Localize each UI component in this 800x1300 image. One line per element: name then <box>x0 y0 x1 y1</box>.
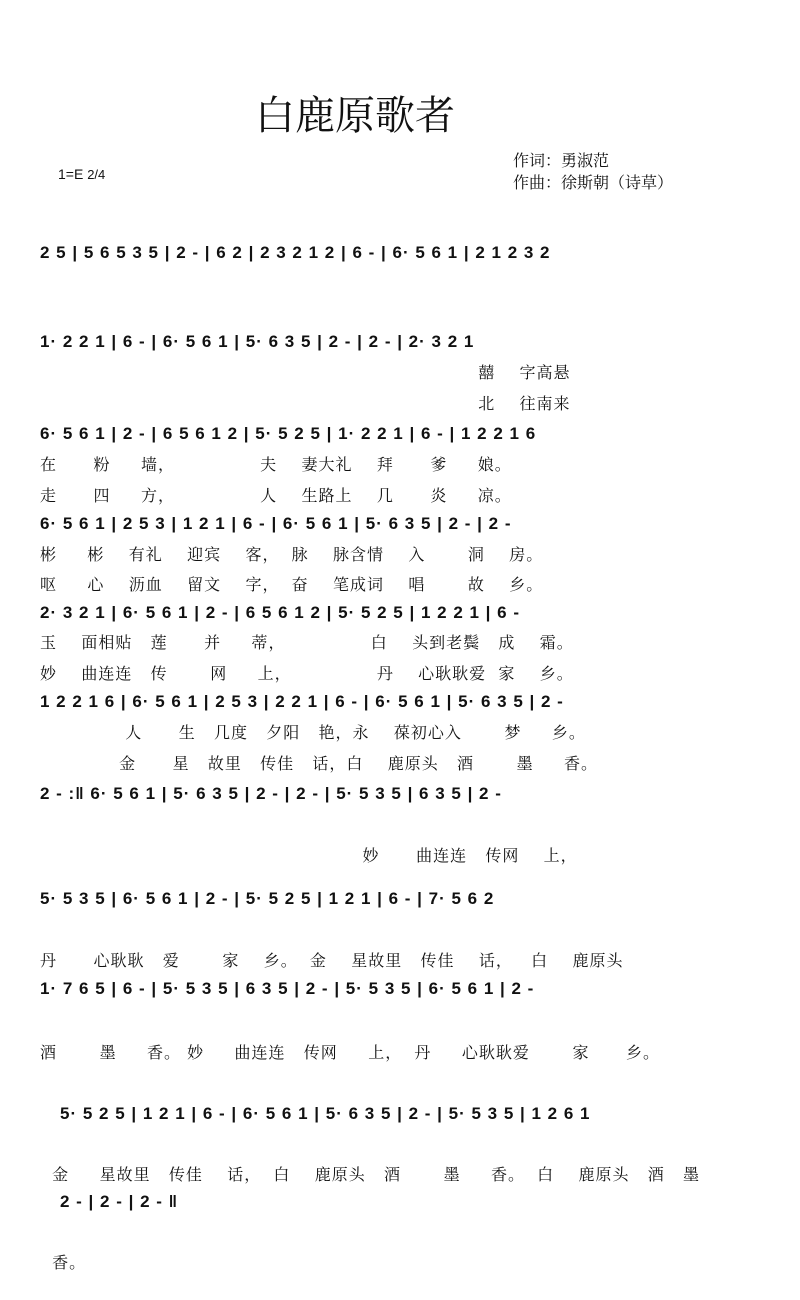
notation-row-1: 2 5 | 5 6 5 3 5 | 2 - | 6 2 | 2 3 2 1 2 | 6 - | 6· 5 6 1 | 2 1 2 3 2 <box>40 243 551 262</box>
lyric-line: 走 四 方， 人 生路上 几 炎 凉。 <box>40 486 512 505</box>
lyric-line: 金 星故里 传佳 话， 白 鹿原头 酒 墨 香。 白 鹿原头 酒 墨 <box>40 1165 701 1184</box>
lyric-line: 妙 曲连连 传网 上， <box>40 846 578 865</box>
notation-row-5: 2· 3 2 1 | 6· 5 6 1 | 2 - | 6 5 6 1 2 | 5· 5 2 5 | 1 2 2 1 | 6 - <box>40 603 520 622</box>
notation-row-4: 6· 5 6 1 | 2 5 3 | 1 2 1 | 6 - | 6· 5 6 1 | 5· 6 3 5 | 2 - | 2 - <box>40 514 512 533</box>
lyric-line: 酒 墨 香。 妙 曲连连 传网 上， 丹 心耿耿爱 家 乡。 <box>40 1043 660 1062</box>
lyric-line: 在 粉 墙， 夫 妻大礼 拜 爹 娘。 <box>40 455 512 474</box>
lyric-line: 囍 字高悬 <box>40 363 571 382</box>
key-signature: 1=E <box>58 166 84 182</box>
lyric-line: 妙 曲连连 传 网 上， 丹 心耿耿爱 家 乡。 <box>40 664 574 683</box>
notation-row-10: 5· 5 2 5 | 1 2 1 | 6 - | 6· 5 6 1 | 5· 6 3 5 | 2 - | 5· 5 3 5 | 1 2 6 1 <box>60 1104 591 1123</box>
notation-row-8: 5· 5 3 5 | 6· 5 6 1 | 2 - | 5· 5 2 5 | 1 2 1 | 6 - | 7· 5 6 2 <box>40 889 495 908</box>
notation-row-11: 2 - | 2 - | 2 - ‖ <box>60 1192 179 1211</box>
lyric-line: 玉 面相贴 莲 并 蒂， 白 头到老鬓 成 霜。 <box>40 633 574 652</box>
time-signature: 2/4 <box>87 167 106 182</box>
lyric-line: 香。 <box>40 1253 87 1272</box>
notation-row-3: 6· 5 6 1 | 2 - | 6 5 6 1 2 | 5· 5 2 5 | 1· 2 2 1 | 6 - | 1 2 2 1 6 <box>40 424 537 443</box>
lyric-line: 丹 心耿耿 爱 家 乡。 金 星故里 传佳 话， 白 鹿原头 <box>40 951 624 970</box>
song-title: 白鹿原歌者 <box>255 93 455 139</box>
key-time-signature <box>58 166 105 182</box>
credits <box>513 150 673 194</box>
lyricist: 作词：勇淑范 <box>513 151 610 170</box>
lyric-line: 呕 心 沥血 留文 字， 奋 笔成词 唱 故 乡。 <box>40 575 544 594</box>
notation-row-7: 2 - :‖ 6· 5 6 1 | 5· 6 3 5 | 2 - | 2 - | 5· 5 3 5 | 6 3 5 | 2 - <box>40 784 502 803</box>
lyric-line: 北 往南来 <box>40 394 571 413</box>
lyric-line: 人 生 几度 夕阳 艳，永 葆初心入 梦 乡。 <box>40 723 586 742</box>
notation-row-9: 1· 7 6 5 | 6 - | 5· 5 3 5 | 6 3 5 | 2 - | 5· 5 3 5 | 6· 5 6 1 | 2 - <box>40 979 535 998</box>
composer: 作曲：徐斯朝（诗草） <box>513 173 674 192</box>
notation-row-2: 1· 2 2 1 | 6 - | 6· 5 6 1 | 5· 6 3 5 | 2 - | 2 - | 2· 3 2 1 <box>40 332 475 351</box>
lyric-line: 金 星 故里 传佳 话，白 鹿原头 酒 墨 香。 <box>40 754 599 773</box>
lyric-line: 彬 彬 有礼 迎宾 客， 脉 脉含情 入 洞 房。 <box>40 545 544 564</box>
notation-row-6: 1 2 2 1 6 | 6· 5 6 1 | 2 5 3 | 2 2 1 | 6 - | 6· 5 6 1 | 5· 6 3 5 | 2 - <box>40 692 564 711</box>
